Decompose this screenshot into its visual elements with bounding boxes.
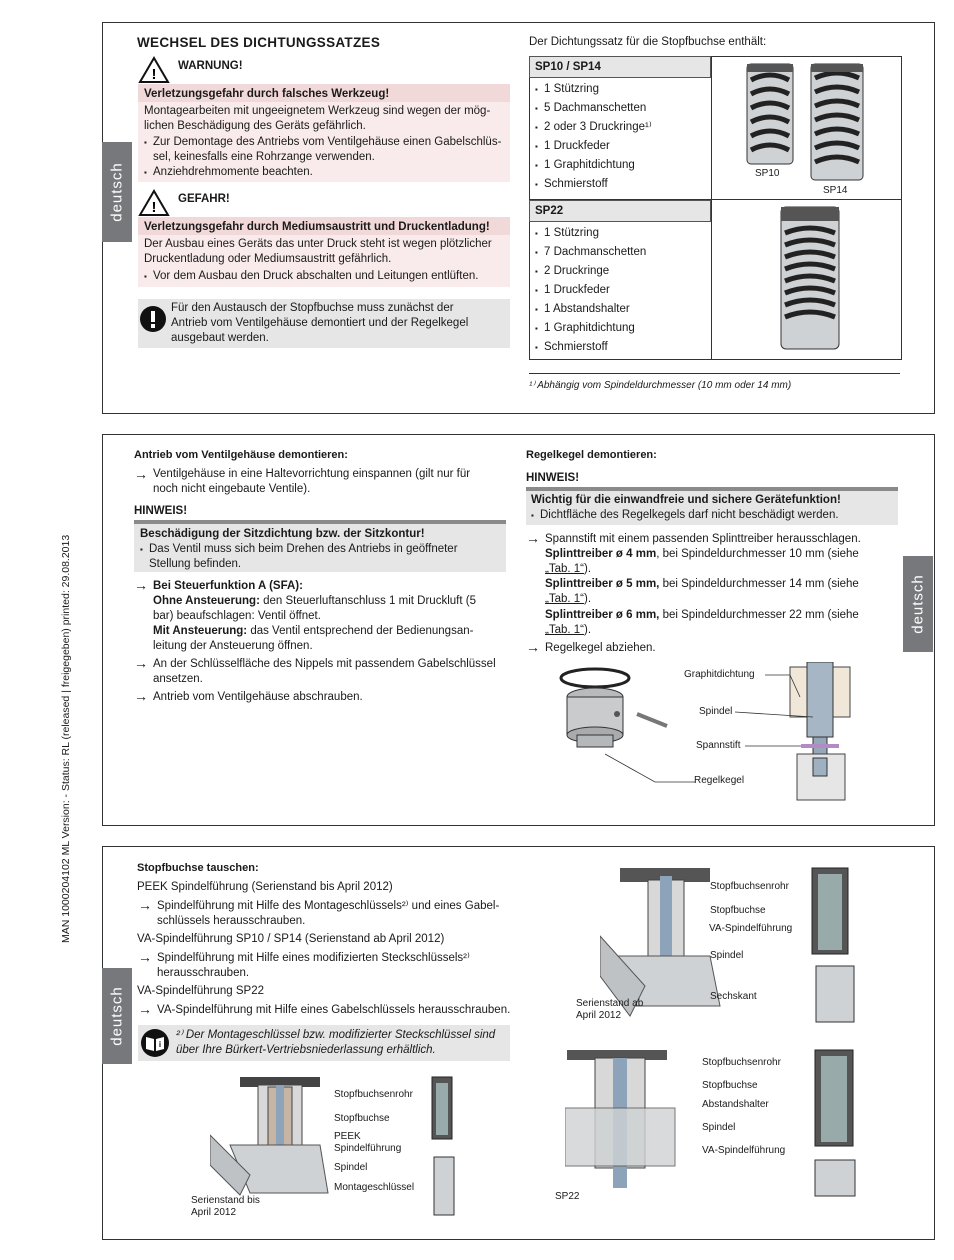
svg-text:!: ! [151,66,157,83]
bullet: ▪ Das Ventil muss sich beim Drehen des Antriebs in geöffneter Stellung befinden. [140,542,500,572]
language-tab: deutsch [102,968,132,1064]
table1-items [535,80,705,194]
sp10-packing-image [745,62,795,167]
list-item: ▪ 1 Abstandshalter [535,300,705,319]
list-item: ▪ Schmierstoff [535,175,705,194]
figC-label-abstandshalter: Abstandshalter [702,1099,769,1110]
list-item: ▪ 1 Druckfeder [535,137,705,156]
figB-label-stopfbuchse: Stopfbuchse [710,905,766,916]
figure-label-spindel: Spindel [699,706,733,717]
figC-label-spindel: Spindel [702,1122,736,1133]
warnung-heading: Verletzungsgefahr durch falsches Werkzeug! [144,88,390,100]
figA-label-spindel: Spindel [334,1162,368,1173]
sp14-packing-image [809,62,865,184]
list-item: ▪ 1 Stützring [535,224,705,243]
figA-label-stopfbuchse: Stopfbuchse [334,1113,390,1124]
list-item: ▪ 7 Dachmanschetten [535,243,705,262]
hinweis-bullets [140,542,500,572]
exclamation-circle-icon [139,305,167,338]
list-item: ▪ 2 oder 3 Druckringe¹⁾ [535,118,705,137]
splinttreiber-4: Splinttreiber ø 4 mm, bei Spindeldurchmesser 10 mm (siehe „Tab. 1“). [545,548,859,575]
hinweis-label: HINWEIS! [526,472,580,484]
warnung-text: Montagearbeiten mit ungeeignetem Werkzeug sind wegen der möglichen Beschädigung des Geräts gefährlich. [144,105,491,132]
figA-label-peek: PEEK Spindelführung [334,1131,402,1154]
step-text: Regelkegel abziehen. [545,642,656,654]
step-text: Spindelführung mit Hilfe eines modifizierten Steckschlüssels²⁾ herausschrauben. [157,952,470,979]
step-text: Antrieb vom Ventilgehäuse abschrauben. [153,691,363,703]
hinweis-heading: Beschädigung der Sitzdichtung bzw. der Sitzkontur! [140,528,425,540]
info-note-text: Für den Austausch der Stopfbuchse muss zunächst der Antrieb vom Ventilgehäuse demontiert und der Regelkegel ausgebaut werden. [171,302,469,344]
gefahr-text: Der Ausbau eines Geräts das unter Druck steht ist wegen plötzlicher Druckentladung oder Mediumsaustritt gefährlich. [144,238,492,265]
figB-label-spindel: Spindel [710,950,744,961]
left-section-title: Antrieb vom Ventilgehäuse demontieren: [134,449,348,461]
step-text: An der Schlüsselfläche des Nippels mit passendem Gabelschlüssel ansetzen. [153,658,496,685]
warnung-bullets [144,135,506,180]
sfa-mit: Mit Ansteuerung: das Ventil entsprechend der Bedienungsanleitung der Ansteuerung öffnen. [153,625,474,652]
arrow-icon: → [134,688,148,704]
figure-label-spannstift: Spannstift [696,740,741,751]
figure-label-graphitdichtung: Graphitdichtung [684,669,755,680]
svg-text:!: ! [151,199,157,216]
arrow-icon: → [134,466,148,482]
figC-label-stopfbuchsenrohr: Stopfbuchsenrohr [702,1057,781,1068]
list-item: ▪ 2 Druckringe [535,262,705,281]
figA-label-montageschluessel: Montageschlüssel [334,1182,415,1193]
variant-line: PEEK Spindelführung (Serienstand bis April 2012) [137,881,393,893]
table-intro: Der Dichtungssatz für die Stopfbuchse enthält: [529,36,767,48]
warnung-label: WARNUNG! [178,60,243,72]
section-title: Stopfbuchse tauschen: [137,862,259,874]
sfa-ohne: Ohne Ansteuerung: den Steuerluftanschluss 1 mit Druckluft (5 bar) beaufschlagen: Ventil öffnet. [153,595,476,622]
figB-label-va: VA-Spindelführung [709,923,793,934]
figA-label-stopfbuchsenrohr: Stopfbuchsenrohr [334,1089,413,1100]
bullet: ▪ Dichtfläche des Regelkegels darf nicht beschädigt werden. [531,508,891,523]
footnote-rule [529,373,900,374]
table2-items [535,224,705,357]
table1-header-label: SP10 / SP14 [535,61,601,73]
figC-label-stopfbuchse: Stopfbuchse [702,1080,758,1091]
arrow-icon: → [134,577,148,593]
splinttreiber-5: Splinttreiber ø 5 mm, bei Spindeldurchmesser 14 mm (siehe „Tab. 1“). [545,578,859,605]
list-item: ▪ Schmierstoff [535,338,705,357]
bullet: ▪ Anziehdrehmomente beachten. [144,165,506,180]
hinweis-heading: Wichtig für die einwandfreie und sichere Gerätefunktion! [531,494,841,506]
figC-label-va: VA-Spindelführung [702,1145,786,1156]
figC-caption: SP22 [555,1191,580,1202]
hinweis-label: HINWEIS! [134,505,188,517]
sfa-title: Bei Steuerfunktion A (SFA): [153,580,303,592]
list-item: ▪ 1 Graphitdichtung [535,156,705,175]
right-section-title: Regelkegel demontieren: [526,449,657,461]
list-item: ▪ 5 Dachmanschetten [535,99,705,118]
arrow-icon: → [138,949,152,965]
arrow-icon: → [134,655,148,671]
step-text: VA-Spindelführung mit Hilfe eines Gabelschlüssels herausschrauben. [157,1004,511,1016]
figB-label-stopfbuchsenrohr: Stopfbuchsenrohr [710,881,789,892]
list-item: ▪ 1 Stützring [535,80,705,99]
gefahr-label: GEFAHR! [178,193,230,205]
figB-caption: Serienstand ab April 2012 [576,998,644,1021]
arrow-icon: → [138,897,152,913]
table2-header-label: SP22 [535,205,564,217]
footnote: ¹⁾ Abhängig vom Spindeldurchmesser (10 mm oder 14 mm) [529,380,792,391]
arrow-icon: → [526,530,540,546]
bullet: ▪ Zur Demontage des Antriebs vom Ventilgehäuse einen Gabelschlüssel, keinesfalls eine Rohrzange verwenden. [144,135,506,165]
variant-line: VA-Spindelführung SP10 / SP14 (Serienstand ab April 2012) [137,933,445,945]
list-item: ▪ 1 Graphitdichtung [535,319,705,338]
hinweis-bullets [531,508,891,523]
language-tab: deutsch [102,142,132,242]
step-text: Ventilgehäuse in eine Haltevorrichtung einspannen (gilt nur für noch nicht eingebaute Ventile). [153,468,471,495]
figA-caption: Serienstand bis April 2012 [191,1195,260,1218]
gefahr-bullets [144,269,506,284]
figB-label-sechskant: Sechskant [710,991,757,1002]
sp10-label: SP10 [755,168,780,179]
step-text: Spannstift mit einem passenden Splinttreiber herausschlagen. [545,533,861,545]
sp22-packing-image [779,205,841,353]
language-tab: deutsch [903,556,933,652]
manual-book-icon [139,1028,171,1063]
figure-label-regelkegel: Regelkegel [694,775,745,786]
splinttreiber-6: Splinttreiber ø 6 mm, bei Spindeldurchmesser 22 mm (siehe „Tab. 1“). [545,609,859,636]
document-status-sidetext: MAN 1000204102 ML Version: - Status: RL (released | freigegeben) printed: 29.08.2013 [60,534,72,943]
arrow-icon: → [138,1001,152,1017]
variant-line: VA-Spindelführung SP22 [137,985,265,997]
list-item: ▪ 1 Druckfeder [535,281,705,300]
table-column-divider [711,56,712,359]
section-title: WECHSEL DES DICHTUNGSSATZES [137,35,381,50]
arrow-icon: → [526,639,540,655]
sp14-label: SP14 [823,185,848,196]
gefahr-heading: Verletzungsgefahr durch Mediumsaustritt und Druckentladung! [144,221,490,233]
manual-note-text: ²⁾ Der Montageschlüssel bzw. modifizierter Steckschlüssel sind über Ihre Bürkert-Vertriebsniederlassung erhältlich. [176,1029,496,1056]
bullet: ▪ Vor dem Ausbau den Druck abschalten und Leitungen entlüften. [144,269,506,284]
step-text: Spindelführung mit Hilfe des Montageschlüssels²⁾ und eines Gabelschlüssels herausschrauben. [157,900,500,927]
svg-text:i: i [158,1040,162,1049]
